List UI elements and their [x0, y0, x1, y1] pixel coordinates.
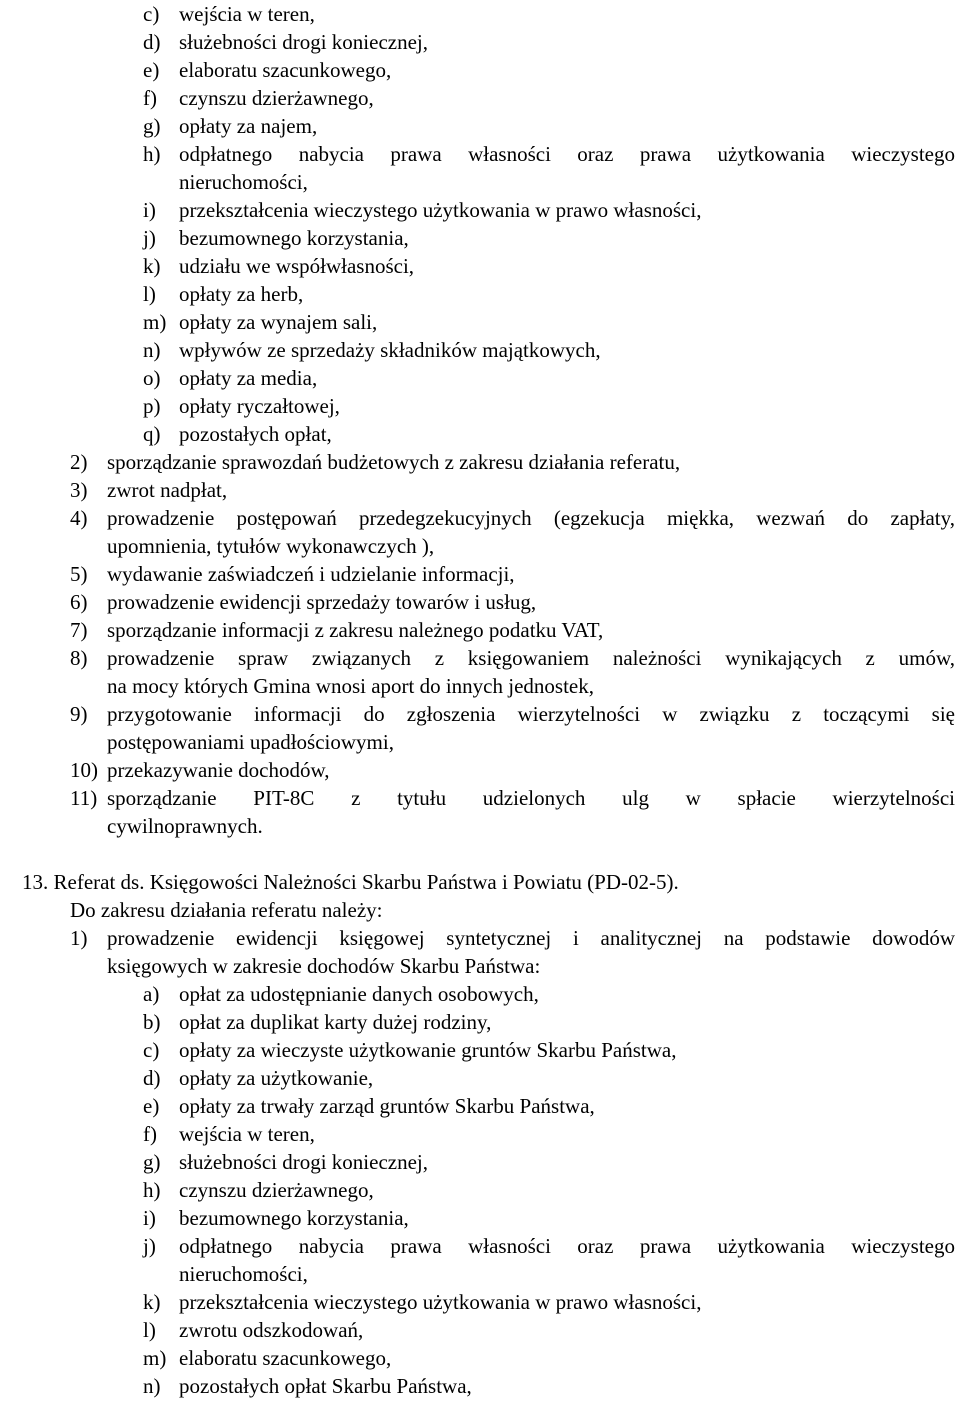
list-item-text: prowadzenie ewidencji księgowej syntetycznej i analitycznej na podstawie dowodów: [107, 926, 955, 950]
list-item-label: 8): [70, 646, 88, 670]
sub-item-label: j): [143, 226, 156, 250]
sub-item-label: p): [143, 394, 161, 418]
sub-item-text: przekształcenia wieczystego użytkowania w prawo własności,: [179, 198, 702, 222]
list-item-label: 3): [70, 478, 88, 502]
sub-item-label: h): [143, 142, 161, 166]
sub-item-label: f): [143, 86, 157, 110]
sub-item-text: opłaty za media,: [179, 366, 318, 390]
sub-item-text: wpływów ze sprzedaży składników majątkowych,: [179, 338, 601, 362]
sub-item-text: opłaty za wynajem sali,: [179, 310, 378, 334]
list-item-label: 11): [70, 786, 98, 810]
sub-item-text-continuation: nieruchomości,: [179, 170, 308, 194]
list-item-label: 5): [70, 562, 88, 586]
sub-item-text: bezumownego korzystania,: [179, 226, 409, 250]
list-item-text: sporządzanie informacji z zakresu należnego podatku VAT,: [107, 618, 604, 642]
sub-item-label: m): [143, 1346, 167, 1370]
list-item-text-continuation: na mocy których Gmina wnosi aport do innych jednostek,: [107, 674, 594, 698]
sub-item-text: służebności drogi koniecznej,: [179, 1150, 429, 1174]
sub-item-text: elaboratu szacunkowego,: [179, 1346, 392, 1370]
sub-item-label: i): [143, 1206, 156, 1230]
sub-item-label: h): [143, 1178, 161, 1202]
sub-item-text: pozostałych opłat,: [179, 422, 332, 446]
sub-item-text: bezumownego korzystania,: [179, 1206, 409, 1230]
sub-item-text: opłaty ryczałtowej,: [179, 394, 340, 418]
list-item-text-continuation: księgowych w zakresie dochodów Skarbu Państwa:: [107, 954, 541, 978]
sub-item-label: k): [143, 1290, 161, 1314]
list-item-label: 1): [70, 926, 88, 950]
list-item-text: zwrot nadpłat,: [107, 478, 228, 502]
section-heading-text: 13. Referat ds. Księgowości Należności Skarbu Państwa i Powiatu (PD-02-5).: [22, 870, 679, 894]
sub-item-text: wejścia w teren,: [179, 2, 315, 26]
sub-item-label: g): [143, 114, 161, 138]
section-intro-text: Do zakresu działania referatu należy:: [70, 898, 383, 922]
sub-item-label: e): [143, 58, 160, 82]
sub-item-text: służebności drogi koniecznej,: [179, 30, 429, 54]
sub-item-label: j): [143, 1234, 156, 1258]
sub-item-label: c): [143, 1038, 160, 1062]
sub-item-text: udziału we współwłasności,: [179, 254, 415, 278]
sub-item-label: n): [143, 338, 161, 362]
list-item-text: wydawanie zaświadczeń i udzielanie informacji,: [107, 562, 515, 586]
list-item-text: prowadzenie spraw związanych z księgowaniem należności wynikających z umów,: [107, 646, 955, 670]
sub-item-label: d): [143, 1066, 161, 1090]
sub-item-text: opłat za duplikat karty dużej rodziny,: [179, 1010, 492, 1034]
sub-item-text: opłaty za użytkowanie,: [179, 1066, 374, 1090]
sub-item-text: opłaty za trwały zarząd gruntów Skarbu Państwa,: [179, 1094, 595, 1118]
sub-item-text-continuation: nieruchomości,: [179, 1262, 308, 1286]
sub-item-text: zwrotu odszkodowań,: [179, 1318, 364, 1342]
sub-item-label: f): [143, 1122, 157, 1146]
sub-item-label: g): [143, 1150, 161, 1174]
sub-item-label: o): [143, 366, 161, 390]
list-item-text: sporządzanie sprawozdań budżetowych z zakresu działania referatu,: [107, 450, 681, 474]
sub-item-label: b): [143, 1010, 161, 1034]
sub-item-label: k): [143, 254, 161, 278]
sub-item-label: q): [143, 422, 161, 446]
sub-item-label: l): [143, 282, 156, 306]
sub-item-text: wejścia w teren,: [179, 1122, 315, 1146]
list-item-label: 2): [70, 450, 88, 474]
sub-item-label: m): [143, 310, 167, 334]
list-item-text: sporządzanie PIT-8C z tytułu udzielonych ulg w spłacie wierzytelności: [107, 786, 955, 810]
sub-item-text: opłat za udostępnianie danych osobowych,: [179, 982, 539, 1006]
sub-item-label: n): [143, 1374, 161, 1398]
sub-item-text: odpłatnego nabycia prawa własności oraz prawa użytkowania wieczystego: [179, 1234, 955, 1258]
sub-item-text: pozostałych opłat Skarbu Państwa,: [179, 1374, 472, 1398]
list-item-text-continuation: upomnienia, tytułów wykonawczych ),: [107, 534, 435, 558]
sub-item-label: d): [143, 30, 161, 54]
list-item-label: 9): [70, 702, 88, 726]
list-item-text: prowadzenie ewidencji sprzedaży towarów i usług,: [107, 590, 537, 614]
sub-item-label: l): [143, 1318, 156, 1342]
sub-item-text: opłaty za wieczyste użytkowanie gruntów Skarbu Państwa,: [179, 1038, 677, 1062]
sub-item-label: c): [143, 2, 160, 26]
sub-item-text: odpłatnego nabycia prawa własności oraz prawa użytkowania wieczystego: [179, 142, 955, 166]
sub-item-text: opłaty za herb,: [179, 282, 304, 306]
sub-item-text: opłaty za najem,: [179, 114, 318, 138]
sub-item-label: a): [143, 982, 160, 1006]
list-item-label: 6): [70, 590, 88, 614]
sub-item-text: czynszu dzierżawnego,: [179, 86, 374, 110]
list-item-label: 4): [70, 506, 88, 530]
sub-item-label: i): [143, 198, 156, 222]
list-item-text: przygotowanie informacji do zgłoszenia wierzytelności w związku z toczącymi się: [107, 702, 955, 726]
list-item-text: przekazywanie dochodów,: [107, 758, 330, 782]
list-item-label: 7): [70, 618, 88, 642]
list-item-text-continuation: postępowaniami upadłościowymi,: [107, 730, 394, 754]
sub-item-label: e): [143, 1094, 160, 1118]
sub-item-text: przekształcenia wieczystego użytkowania w prawo własności,: [179, 1290, 702, 1314]
list-item-text: prowadzenie postępowań przedegzekucyjnych (egzekucja miękka, wezwań do zapłaty,: [107, 506, 955, 530]
sub-item-text: czynszu dzierżawnego,: [179, 1178, 374, 1202]
list-item-text-continuation: cywilnoprawnych.: [107, 814, 263, 838]
list-item-label: 10): [70, 758, 98, 782]
sub-item-text: elaboratu szacunkowego,: [179, 58, 392, 82]
